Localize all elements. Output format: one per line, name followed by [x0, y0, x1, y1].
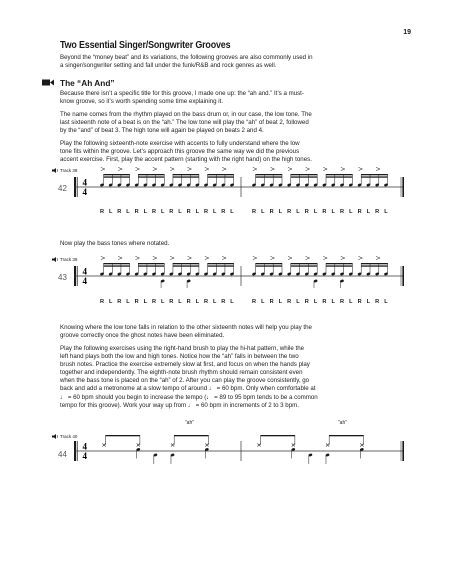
beam-secondary	[361, 176, 387, 177]
sticking-letter: L	[212, 209, 217, 215]
accent-mark	[288, 256, 292, 259]
intro-paragraph: Beyond the “money beat” and its variations, the following grooves are also commonly used in a singer/songwriter setting and fall under the funk/R&B and rock genres as well.	[60, 54, 313, 70]
sticking-letter: R	[99, 209, 105, 215]
sticking-letter: L	[212, 299, 217, 305]
accent-mark	[187, 167, 191, 170]
sticking-letter: R	[186, 299, 191, 305]
sticking-letter: R	[357, 299, 362, 305]
accent-mark	[358, 256, 362, 259]
accent-mark	[101, 256, 105, 259]
ah-annotation-1: “ah”	[185, 420, 194, 426]
brush-note-head	[326, 443, 329, 446]
sticking-letter: L	[349, 299, 353, 305]
section-heading: The “Ah And”	[60, 78, 115, 88]
example-44-notation	[74, 424, 404, 468]
example-number-44: 44	[58, 450, 67, 459]
accent-mark	[323, 256, 327, 259]
beam-primary	[138, 263, 164, 264]
accent-mark	[222, 167, 226, 170]
sticking-letter: R	[221, 299, 226, 305]
sticking-letter: R	[304, 299, 309, 305]
beam-secondary	[104, 265, 130, 266]
sticking-letter: L	[195, 209, 200, 215]
sticking-letter: R	[134, 209, 139, 215]
end-thick-bar	[402, 441, 404, 461]
sticking-letter: R	[169, 299, 174, 305]
sticking-letter: R	[287, 209, 292, 215]
beam-secondary	[256, 176, 282, 177]
beam-primary	[138, 174, 164, 175]
sticking-letter: L	[261, 209, 265, 215]
sticking-letter: R	[203, 299, 209, 305]
accent-mark	[135, 256, 139, 259]
sticking-letter: R	[134, 299, 139, 305]
sticking-letter: L	[331, 299, 335, 305]
accent-mark	[170, 167, 174, 170]
chapter-title: Two Essential Singer/Songwriter Grooves	[60, 40, 231, 51]
sticking-letter: L	[160, 209, 165, 215]
sticking-letter: R	[117, 299, 122, 305]
accent-mark	[358, 167, 362, 170]
accent-mark	[253, 256, 257, 259]
sticking-letter: R	[287, 299, 292, 305]
sticking-letter: L	[143, 299, 148, 305]
paragraph-4: Knowing where the low tone falls in relation to the other sixteenth notes will help you play the groove correctly once the ghost notes have been eliminated.	[60, 324, 312, 340]
sticking-letter: L	[296, 299, 300, 305]
sticking-letter: L	[143, 209, 148, 215]
sticking-letter: L	[178, 299, 182, 305]
beam-primary	[326, 263, 352, 264]
paragraph-1: Because there isn’t a specific title for this groove, I made one up: the “ah and.” It’s a must- know groove, so it’s worth spending some time explaining it.	[60, 90, 304, 106]
brush-note-head	[360, 443, 363, 446]
sticking-letter: R	[269, 209, 274, 215]
time-signature-top: 4	[82, 266, 87, 277]
brush-note-head	[257, 443, 260, 446]
beam-primary	[326, 174, 352, 175]
sticking-letter: R	[251, 209, 257, 215]
sticking-letter: L	[349, 209, 353, 215]
sticking-letter: L	[195, 299, 200, 305]
accent-mark	[170, 256, 174, 259]
example-43-notation	[74, 261, 404, 295]
beam-secondary	[208, 176, 234, 177]
sticking-letter: L	[331, 209, 335, 215]
accent-mark	[376, 256, 380, 259]
brush-beam	[106, 435, 140, 436]
page-number: 19	[403, 29, 411, 36]
sticking-letter: R	[375, 299, 380, 305]
brush-note-head	[292, 443, 295, 446]
accent-mark	[118, 167, 122, 170]
sticking-letter: R	[203, 209, 209, 215]
beam-primary	[104, 263, 130, 264]
sticking-letter: R	[151, 299, 157, 305]
paragraph-2: The name comes from the rhythm played on the bass drum or, in our case, the low tone. The last sixteenth note of a beat is on the “ah.” The low tone will play the “ah” of beat 2, followed by the “and” of beat 3. The high tone will again be played on beats 2 and 4.	[60, 111, 312, 135]
sticking-letter: L	[366, 299, 371, 305]
brush-beam	[329, 435, 363, 436]
beam-secondary	[291, 176, 317, 177]
beam-primary	[173, 263, 199, 264]
sticking-letter: L	[384, 209, 388, 215]
sticking-letter: L	[126, 209, 130, 215]
track-39-label[interactable]: Track 39	[52, 257, 77, 262]
beam-secondary	[361, 265, 387, 266]
time-signature-top: 4	[82, 441, 87, 452]
sticking-letter: R	[322, 209, 327, 215]
track-40-label[interactable]: Track 40	[52, 434, 77, 439]
accent-mark	[205, 167, 209, 170]
sticking-letter: R	[322, 299, 327, 305]
accent-mark	[306, 256, 310, 259]
beam-secondary	[138, 265, 164, 266]
sticking-letter: L	[313, 299, 318, 305]
accent-mark	[376, 167, 380, 170]
sticking-letter: L	[230, 299, 234, 305]
example-42-sticking	[74, 209, 404, 217]
end-thick-bar	[402, 266, 404, 286]
beam-primary	[208, 263, 234, 264]
beam-primary	[291, 174, 317, 175]
example-number-43: 43	[58, 273, 67, 282]
accent-mark	[270, 167, 274, 170]
sticking-letter: L	[126, 299, 130, 305]
accent-mark	[288, 167, 292, 170]
sticking-letter: L	[178, 209, 182, 215]
beam-secondary	[256, 265, 282, 266]
beam-primary	[104, 174, 130, 175]
beam-primary	[291, 263, 317, 264]
sticking-letter: R	[169, 209, 174, 215]
sticking-letter: L	[384, 299, 388, 305]
speaker-icon	[52, 168, 58, 173]
beam-secondary	[104, 176, 130, 177]
sticking-letter: R	[117, 209, 122, 215]
accent-mark	[118, 256, 122, 259]
accent-mark	[187, 256, 191, 259]
sticking-letter: R	[221, 209, 226, 215]
sticking-letter: R	[304, 209, 309, 215]
speaker-icon	[52, 257, 58, 262]
beam-secondary	[173, 265, 199, 266]
brush-note-head	[171, 443, 174, 446]
accent-mark	[222, 256, 226, 259]
sticking-letter: L	[108, 209, 113, 215]
sticking-letter: L	[313, 209, 318, 215]
end-thick-bar	[402, 177, 404, 197]
sticking-letter: R	[251, 299, 257, 305]
beam-primary	[256, 174, 282, 175]
beam-primary	[361, 263, 387, 264]
accent-mark	[341, 167, 345, 170]
time-signature-bottom: 4	[82, 276, 87, 286]
sticking-letter: R	[186, 209, 191, 215]
example-number-42: 42	[58, 184, 67, 193]
beam-secondary	[138, 176, 164, 177]
brush-note-head	[102, 443, 105, 446]
example-43-sticking	[74, 299, 404, 307]
sticking-letter: R	[339, 209, 345, 215]
beam-primary	[173, 174, 199, 175]
brush-beam	[261, 435, 295, 436]
paragraph-5: Play the following exercises using the right-hand brush to play the hi-hat pattern, while the left hand plays both the low and high tones. Notice how the “ah” falls in between the two brush notes. Practice the exercise extremely slow at first, and focus on when the hands play together and independently. The eighth-note brush rhythm should remain consistent even when the bass tone is placed on the “ah” of 2. After you can play the groove consistently, go back and add a metronome at a slow tempo of around ♩ = 60 bpm. Only when comfortable at ♩ = 60 bpm should you begin to increase the tempo (♩ = 89 to 95 bpm tends to be a common tempo for this groove). Work your way up from ♩ = 60 bpm in increments of 2 to 3 bpm.	[60, 345, 318, 409]
accent-mark	[153, 167, 157, 170]
sticking-letter: L	[366, 209, 371, 215]
sticking-letter: R	[375, 209, 380, 215]
accent-mark	[135, 167, 139, 170]
beam-secondary	[326, 265, 352, 266]
beam-secondary	[173, 176, 199, 177]
accent-mark	[306, 167, 310, 170]
brush-beam	[174, 435, 208, 436]
sticking-letter: L	[296, 209, 300, 215]
sticking-letter: L	[261, 299, 265, 305]
beam-secondary	[291, 265, 317, 266]
sticking-letter: L	[108, 299, 113, 305]
track-38-label[interactable]: Track 38	[52, 168, 77, 173]
example-42-notation	[74, 172, 404, 202]
accent-mark	[101, 167, 105, 170]
beam-secondary	[326, 176, 352, 177]
accent-mark	[205, 256, 209, 259]
sticking-letter: L	[278, 209, 283, 215]
sticking-letter: L	[278, 299, 283, 305]
paragraph-3: Play the following sixteenth-note exercise with accents to fully understand where the low tone fits within the groove. Let’s approach this groove the same way we did the previous accent exercise. First, play the accent pattern (starting with the right hand) on the high tones.	[60, 140, 312, 164]
time-signature-bottom: 4	[82, 187, 87, 197]
sticking-letter: L	[160, 299, 165, 305]
accent-mark	[323, 167, 327, 170]
time-signature-top: 4	[82, 177, 87, 188]
accent-mark	[153, 256, 157, 259]
beam-primary	[361, 174, 387, 175]
time-signature-bottom: 4	[82, 451, 87, 461]
sticking-letter: R	[151, 209, 157, 215]
speaker-icon	[52, 434, 58, 439]
accent-mark	[270, 256, 274, 259]
ah-annotation-2: “ah”	[338, 420, 347, 426]
accent-mark	[341, 256, 345, 259]
sticking-letter: L	[230, 209, 234, 215]
sticking-letter: R	[99, 299, 105, 305]
video-camera-icon	[42, 79, 54, 86]
beam-secondary	[208, 265, 234, 266]
between-text: Now play the bass tones where notated.	[60, 240, 170, 247]
brush-note-head	[137, 443, 140, 446]
sticking-letter: R	[357, 209, 362, 215]
beam-primary	[256, 263, 282, 264]
accent-mark	[253, 167, 257, 170]
brush-note-head	[205, 443, 208, 446]
beam-primary	[208, 174, 234, 175]
sticking-letter: R	[339, 299, 345, 305]
sticking-letter: R	[269, 299, 274, 305]
